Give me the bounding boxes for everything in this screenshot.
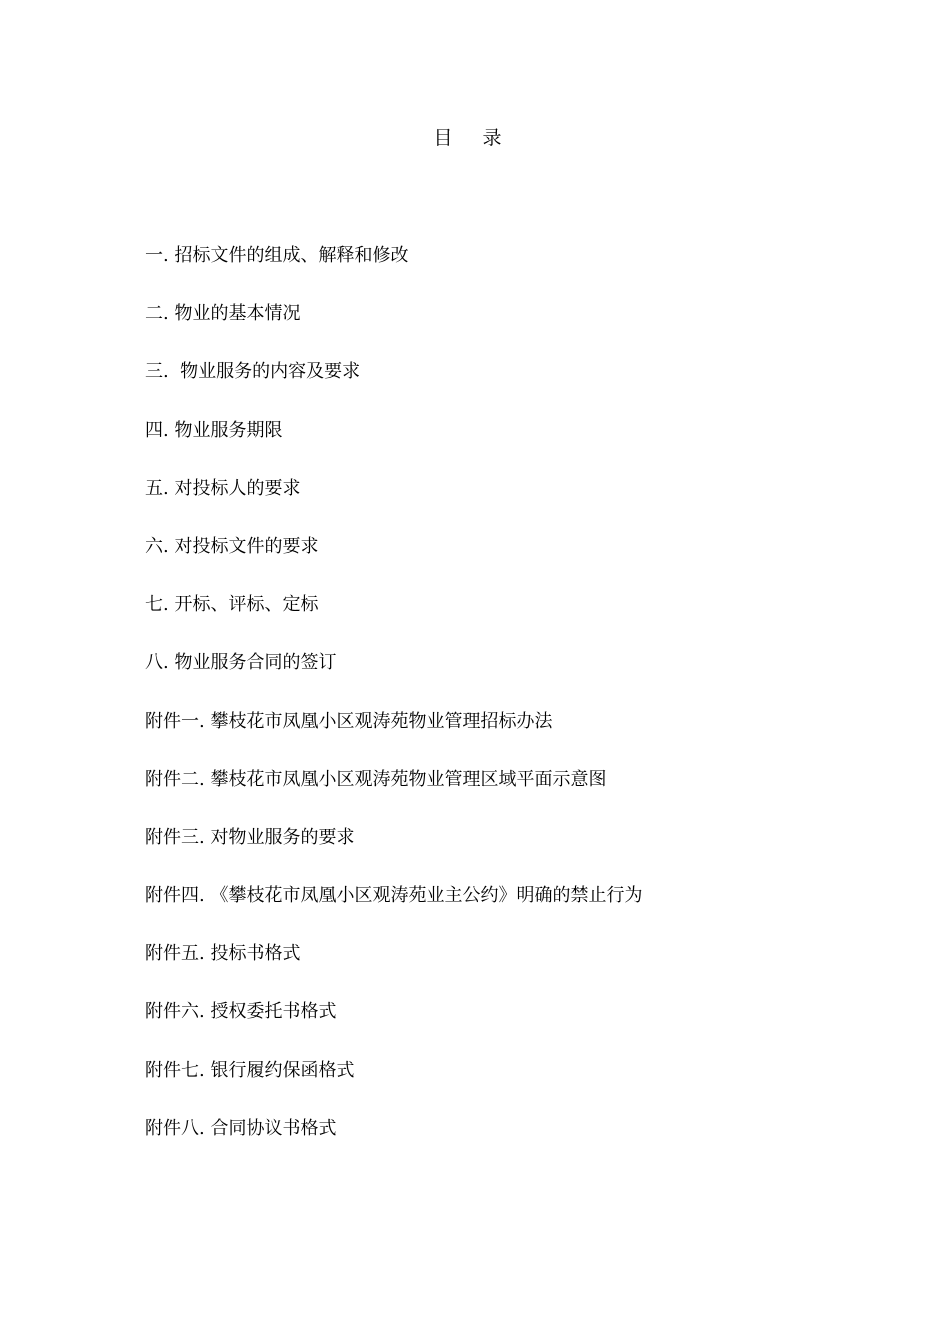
toc-item-3: 三. 物业服务的内容及要求 (145, 361, 361, 383)
toc-item-5: 五. 对投标人的要求 (145, 477, 301, 499)
toc-item-7: 七. 开标、评标、定标 (145, 594, 319, 616)
toc-item-1: 一. 招标文件的组成、解释和修改 (145, 245, 409, 266)
toc-item-appendix-4: 附件四. 《攀枝花市凤凰小区观涛苑业主公约》明确的禁止行为 (145, 885, 643, 907)
toc-item-appendix-2: 附件二. 攀枝花市凤凰小区观涛苑物业管理区域平面示意图 (145, 768, 607, 790)
toc-item-appendix-8: 附件八. 合同协议书格式 (145, 1117, 337, 1139)
toc-item-8: 八. 物业服务合同的签订 (145, 652, 337, 674)
toc-item-4: 四. 物业服务期限 (145, 419, 283, 441)
toc-item-appendix-7: 附件七. 银行履约保函格式 (145, 1059, 355, 1081)
page-title: 目录 (433, 127, 532, 149)
toc-item-2: 二. 物业的基本情况 (145, 303, 301, 325)
toc-item-appendix-1: 附件一. 攀枝花市凤凰小区观涛苑物业管理招标办法 (145, 710, 553, 732)
toc-item-appendix-3: 附件三. 对物业服务的要求 (145, 826, 355, 848)
toc-item-6: 六. 对投标文件的要求 (145, 535, 319, 557)
toc-item-appendix-6: 附件六. 授权委托书格式 (145, 1001, 337, 1023)
table-of-contents (145, 242, 845, 1173)
toc-item-appendix-5: 附件五. 投标书格式 (145, 943, 301, 965)
